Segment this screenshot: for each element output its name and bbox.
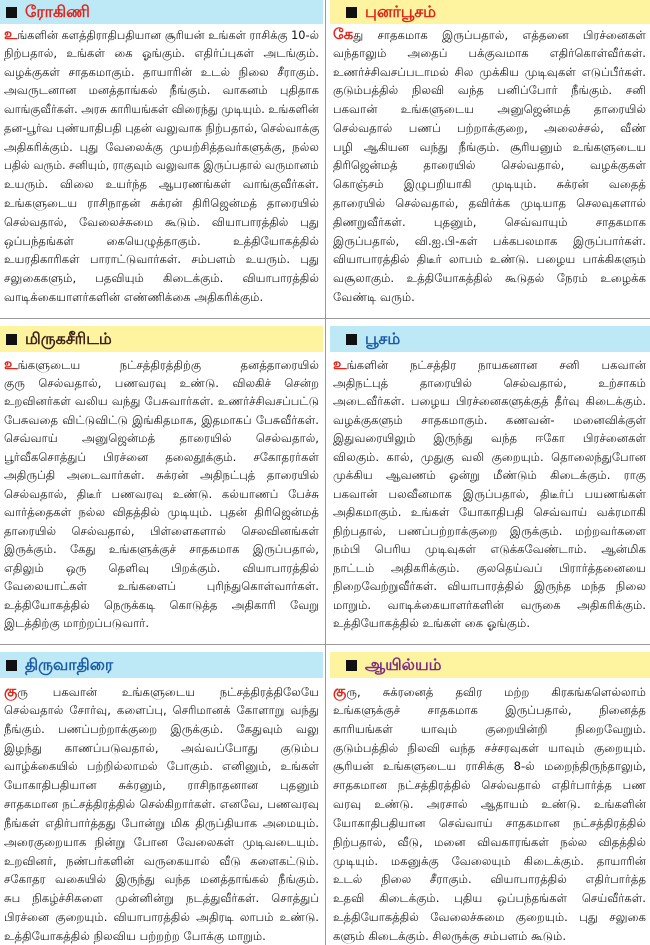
body-line — [4, 449, 319, 466]
body-line-text: யோகாதிபதியான செவ்வாய் சாதகமான நட்சத்திரத்தில் — [333, 815, 646, 830]
body-line-text: நிற்பதால், வீடு, மனை விவகாரங்கள் நல்ல விதத்தில் — [333, 834, 646, 849]
square-bullet-icon — [346, 334, 357, 345]
body-line-text: உங்களுக்குச் சாதகமாக இருப்பதால், நினைத்த — [333, 702, 646, 717]
body-line-text: உணர்ச்சிவசப்படாமல் சில முக்கிய முடிவுகள் எடுப்பீர்கள். — [333, 64, 646, 79]
section-body — [328, 356, 650, 632]
section-header — [330, 326, 650, 352]
body-line-text: அவருடனான மனத்தாங்கல் நீங்கும். வாகனம் புதிதாக — [4, 83, 319, 98]
body-line-text: முக்கிய ஆவணம் ஒன்று மீண்டும் கிடைக்கும். ராகு — [333, 468, 646, 482]
body-line — [333, 270, 646, 287]
section-title: திருவாதிரை — [25, 655, 114, 674]
body-line — [333, 853, 646, 870]
body-line-text: நீங்கும். பணப்பற்றாக்குறை இருக்கும். கேதுவும் வலு — [4, 721, 319, 736]
body-line-text: அதிகரிக்கும். புது வேலைக்கு முயற்சித்தவர்களுக்கு, நல்ல — [4, 139, 319, 154]
body-line — [333, 176, 646, 193]
body-line — [4, 777, 319, 794]
body-line-text: நிற்பதால், பணப்பற்றாக்குறை இருக்கும். மற்றவர்களை — [333, 523, 646, 538]
body-line-text: சுப நிகழ்ச்சிகளை முன்னின்று நடத்துவீர்கள். சொத்துப் — [4, 891, 319, 906]
square-bullet-icon — [6, 7, 17, 18]
body-line-text: இருப்பதால், வி.ஐ.பி-கள் பக்கபலமாக இருப்பார்கள். — [333, 233, 646, 248]
body-line — [4, 834, 319, 851]
body-line-text: செல்வதால், திடீர் பணவரவு உண்டு. கல்யாணப் பேச்சு — [4, 486, 319, 501]
lead-letter: கே — [333, 25, 354, 43]
body-line — [333, 195, 646, 212]
square-bullet-icon — [6, 334, 17, 345]
body-line — [333, 251, 646, 268]
horoscope-section-rohini — [0, 0, 323, 316]
body-line — [333, 504, 646, 521]
body-line-text: சூரியன் உங்களுடைய ராசிக்கு 8-ல் மறைந்திருந்தாலும், — [333, 759, 646, 774]
body-line — [333, 82, 646, 99]
body-line — [333, 26, 646, 43]
body-line — [4, 251, 319, 268]
body-line — [333, 64, 646, 81]
body-line — [333, 871, 646, 888]
body-line-text: தன-பூர்வ புண்யாதிபதி புதன் வலுவாக நிற்பதால், செல்வாக்கு — [4, 120, 320, 135]
body-line — [4, 233, 319, 250]
body-line-text: குடும்பத்தில் நிலவி வந்த பனிப்போர் நீங்கும். சனி — [333, 83, 646, 98]
horoscope-section-punarpusam — [328, 0, 650, 316]
body-line — [333, 740, 646, 757]
body-line — [333, 578, 646, 595]
section-title: மிருகசீரிடம் — [25, 329, 112, 348]
body-line — [4, 758, 319, 775]
body-line — [4, 871, 319, 888]
body-line-text: ஒப்பந்தங்கள் கையெழுத்தாகும். உத்தியோகத்தில் — [4, 233, 319, 248]
body-line-text: பிரச்னை குறையும். வியாபாரத்தில் அதிரடி லாபம் உண்டு. — [4, 910, 319, 925]
body-line-text: மாறும். வாடிக்கையாளர்களின் வருகை அதிகரிக்கும். — [333, 597, 646, 612]
body-line — [4, 721, 319, 738]
body-line-text: சகோதர வகையில் இருந்து வந்த மனத்தாங்கல் நீங்கும். — [4, 872, 319, 887]
body-line-text: வியாபாரத்தில் திடீர் லாபம் உண்டு. பழைய பாக்கிகளும் — [333, 252, 646, 267]
section-title: பூசம் — [365, 329, 401, 348]
body-line — [4, 597, 319, 614]
body-line — [333, 541, 646, 558]
body-line — [4, 890, 319, 907]
body-line — [333, 45, 646, 62]
body-line-text: நீங்கள் எதிர்பார்த்தது போன்று மிக திருப்தியாக அமையும். — [4, 815, 319, 830]
body-line-text: கொஞ்சம் இழுபறியாகி முடியும். சுக்ரன் வதைத் — [333, 177, 646, 192]
body-line — [333, 289, 646, 306]
body-line — [4, 375, 319, 392]
body-line — [4, 853, 319, 870]
body-line — [333, 597, 646, 614]
body-line-text: வரவு உண்டு. அரசால் ஆதாயம் உண்டு. உங்களின் — [333, 797, 646, 812]
body-line-text: இதுவரையிலும் இருந்து வந்த ஈகோ பிரச்னைகள் — [333, 431, 646, 445]
body-line — [333, 430, 646, 447]
body-line-text: குரு செல்வதால், பணவரவு உண்டு. விலகிச் சென்ற — [4, 375, 319, 390]
body-line — [333, 928, 646, 945]
body-line-text: ங்களின் நட்சத்திர நாயகனான சனி பகவான் — [346, 358, 646, 372]
section-body — [328, 683, 650, 945]
lead-letter: உ — [4, 25, 18, 43]
body-line-text: முடியும். மகனுக்கு வேலையும் கிடைக்கும். தாயாரின் — [333, 853, 646, 868]
body-line-text: இடத்திற்கு மாற்றப்படுவார். — [4, 616, 150, 630]
section-header — [0, 0, 323, 24]
body-line-text: நிற்பதால், உங்கள் கை ஓங்கும். எதிர்ப்புகள் அடங்கும். — [4, 45, 319, 60]
body-line-text: வழக்குகளும் சாதகமாகும். கணவன்- மனைவிக்குள் — [333, 412, 646, 427]
body-line-text: வழக்குகள் சாதகமாகும். தாயாரின் உடல் நிலை சீராகும். — [4, 64, 319, 79]
body-line — [4, 740, 319, 757]
body-line — [4, 815, 319, 832]
body-line — [4, 523, 319, 540]
body-line — [4, 393, 319, 410]
body-line — [4, 683, 319, 700]
body-line-text: திணறுவீர்கள். புதனும், செவ்வாயும் சாதகமாக — [333, 214, 646, 229]
row-divider — [0, 318, 650, 319]
body-line-text: வேண்டி வரும். — [333, 289, 415, 304]
body-line-text: உத்தியோகத்தில் நிலவிய பற்றற்ற போக்கு மாறும். — [4, 928, 266, 943]
body-line — [333, 375, 646, 392]
body-line-text: காரியங்கள் யாவும் குறையின்றி நிறைவேறும். — [333, 721, 646, 736]
section-title: ஆயில்யம் — [365, 655, 442, 674]
body-line-text: எதிலும் ஒரு தெளிவு பிறக்கும். வியாபாரத்தில் — [4, 560, 319, 575]
body-line — [333, 890, 646, 907]
body-line-text: வாங்குவீர்கள். அரசு காரியங்கள் விரைந்து முடியும். உங்களின் — [4, 102, 319, 117]
body-line-text: இருக்கும். கேது உங்களுக்குச் சாதகமாக இருப்பதால், — [4, 542, 319, 556]
body-line-text: பழி ஆகியன வந்து நீங்கும். சூரியனும் உங்களுடைய — [333, 139, 646, 154]
body-line — [333, 157, 646, 174]
section-title: புனர்பூசம் — [365, 2, 437, 21]
body-line — [4, 356, 319, 373]
body-line-text: குடும்பத்தில் நிலவி வந்த சச்சரவுகள் யாவும் குறையும். — [333, 740, 646, 755]
section-body — [0, 26, 323, 306]
body-line — [4, 615, 319, 632]
body-line-text: அதிநட்புத் தாரையில் செல்வதால், உற்சாகம் — [333, 375, 646, 390]
body-line — [333, 721, 646, 738]
horoscope-section-ayilyam — [328, 646, 650, 945]
body-line-text: ங்களுடைய நட்சத்திரத்திற்கு தனத்தாரையில் — [17, 358, 319, 372]
body-line — [4, 139, 319, 156]
body-line — [333, 120, 646, 137]
body-line — [4, 928, 319, 945]
section-header — [330, 0, 650, 24]
body-line — [333, 449, 646, 466]
body-line-text: உத்தியோகத்தில் நெருக்கடி கொடுத்த அதிகாரி வேறு — [4, 597, 319, 612]
body-line-text: ரு பகவான் உங்களுடைய நட்சத்திரத்திலேயே — [17, 685, 319, 699]
body-line-text: அரைகுறையாக நின்று போன வேலைகள் முடிவடையும். — [4, 834, 319, 849]
body-line — [4, 541, 319, 558]
body-line — [4, 289, 319, 306]
body-line-text: நிறைவேற்றுவீர்கள். வியாபாரத்தில் இருந்த மந்த நிலை — [333, 579, 646, 593]
body-line-text: வசூலாகும். உத்தியோகத்தில் கூடுதல் நேரம் உழைக்க — [333, 271, 646, 286]
body-line-text: சாதகமான நட்சத்திரத்தில் செல்வதால் எதிர்பார்த்த பண — [333, 778, 646, 793]
body-line-text: களும் கிடைக்கும். சிலருக்கு சம்பளம் கூடும். — [333, 928, 567, 943]
body-line-text: நம்பி பெரிய முடிவுகள் எடுக்கவேண்டாம். ஆன்மிக — [333, 542, 646, 556]
body-line — [333, 560, 646, 577]
body-line — [4, 796, 319, 813]
body-line — [333, 796, 646, 813]
body-line-text: செல்வதால், வேலைச்சுமை கூடும். வியாபாரத்தில் புது — [4, 214, 319, 229]
body-line — [4, 412, 319, 429]
body-line-text: செல்வதால் பணப் பற்றாக்குறை, அலைச்சல், வீண் — [333, 120, 646, 135]
body-line — [333, 233, 646, 250]
body-line-text: அதிகமாகும். உங்கள் யோகாதிபதி செவ்வாய் வக்ரமாகி — [333, 505, 646, 519]
body-line-text: உதவி கிடைக்கும். புதிய ஒப்பந்தங்கள் செய்வீர்கள். — [333, 891, 646, 906]
body-line-text: அடைவீர்கள். பழைய பிரச்னைகளுக்குத் தீர்வு கிடைக்கும். — [333, 394, 646, 408]
body-line-text: அதிருப்தி அடைவார்கள். சுக்ரன் அதிநட்புத் தாரையில் — [4, 468, 319, 482]
body-line-text: வேலையாட்கள் உங்களைப் புரிந்துகொள்வார்கள். — [4, 579, 319, 593]
body-line — [333, 815, 646, 832]
body-line-text: உறவினர், நண்பர்களின் வருகையால் வீடு களைகட்டும். — [4, 853, 319, 868]
body-line — [333, 101, 646, 118]
body-line-text: நாட்டம் அதிகரிக்கும். குலதெய்வப் பிரார்த்தனையை — [333, 560, 646, 575]
body-line-text: இழந்து காணப்படுவதால், அவ்வப்போது குடும்ப — [4, 740, 319, 755]
section-header — [0, 326, 323, 352]
body-line — [4, 702, 319, 719]
body-line — [333, 393, 646, 410]
body-line-text: பூர்வீகசொத்துப் பிரச்னை தலைதூக்கும். சகோதரர்கள் — [4, 449, 319, 464]
body-line-text: செவ்வாய் அனுஜென்மத் தாரையில் செல்வதால், — [4, 431, 319, 445]
square-bullet-icon — [346, 660, 357, 671]
body-line — [333, 909, 646, 926]
section-header — [0, 652, 323, 678]
body-line — [4, 82, 319, 99]
body-line-text: பேசுவதை விட்டுவிட்டு இங்கிதமாக, இதமாகப் பேசுவீர்கள். — [4, 412, 319, 427]
body-line — [4, 560, 319, 577]
body-line — [333, 702, 646, 719]
body-line — [4, 430, 319, 447]
body-line — [4, 64, 319, 81]
body-line — [4, 270, 319, 287]
body-line-text: உங்களுடைய ராசிநாதன் சுக்ரன் திரிஜென்மத் தாரையில் — [4, 196, 319, 211]
body-line — [4, 578, 319, 595]
body-line-text: செல்வதால் சோர்வு, களைப்பு, செரிமானக் கோளாறு வந்து — [4, 702, 319, 717]
body-line — [333, 412, 646, 429]
body-line-text: பகவான் உங்களுடைய அனுஜென்மத் தாரையில் — [333, 102, 646, 117]
lead-letter: உ — [4, 355, 18, 373]
lead-letter: கு — [4, 682, 18, 700]
body-line — [4, 26, 319, 43]
body-line-text: உத்தியோகத்தில் வேலைச்சுமை குறையும். புது சலுகை — [333, 910, 646, 925]
body-line-text: உத்தியோகத்தில் உங்கள் கை ஓங்கும். — [333, 616, 531, 630]
body-line — [4, 486, 319, 503]
body-line — [333, 777, 646, 794]
section-body — [0, 356, 323, 632]
body-line-text: சலுகைகளும், பதவியும் கிடைக்கும். வியாபாரத்தில் — [4, 271, 319, 286]
body-line-text: உயரும். விலை உயர்ந்த ஆபரணங்கள் வாங்குவீர்கள். — [4, 177, 319, 192]
body-line-text: பதில் வரும். சனியும், ராகுவும் வலுவாக இருப்பதால் வருமானம் — [4, 158, 319, 173]
column-divider — [325, 0, 326, 945]
square-bullet-icon — [346, 7, 357, 18]
body-line — [4, 120, 319, 137]
lead-letter: உ — [333, 355, 347, 373]
section-body — [328, 26, 650, 306]
body-line — [333, 523, 646, 540]
body-line — [333, 139, 646, 156]
row-divider — [0, 644, 650, 645]
square-bullet-icon — [6, 660, 17, 671]
body-line-text: உறவினர்கள் வலிய வந்து பேசுவார்கள். உணர்ச்சிவசப்பட்டு — [4, 394, 319, 408]
body-line-text: ரு, சுக்ரனைத் தவிர மற்ற கிரகங்களெல்லாம் — [346, 685, 646, 699]
lead-letter: கு — [333, 682, 347, 700]
body-line — [4, 909, 319, 926]
body-line — [333, 615, 646, 632]
body-line-text: வாடிக்கையாளர்களின் எண்ணிக்கை அதிகரிக்கும். — [4, 289, 264, 304]
body-line — [333, 683, 646, 700]
body-line — [4, 504, 319, 521]
section-body — [0, 683, 323, 945]
horoscope-section-pusam — [328, 320, 650, 642]
body-line — [333, 356, 646, 373]
body-line-text: பகவான் பலவீனமாக இருப்பதால், திடீர்ப் பயணங்கள் — [333, 486, 646, 501]
body-line — [333, 834, 646, 851]
body-line — [4, 467, 319, 484]
body-line-text: யோகாதிபதியான சுக்ரனும், ராசிநாதனான புதனும் — [4, 778, 319, 793]
body-line-text: உயரதிகாரிகள் பாராட்டுவார்கள். சம்பளம் உயரும். புது — [4, 252, 319, 267]
body-line-text: வந்தாலும் அதைப் பக்குவமாக எதிர்கொள்வீர்கள். — [333, 45, 646, 60]
section-title: ரோகிணி — [25, 2, 90, 21]
body-line-text: விலகும். கால், முதுகு வலி குறையும். தொலைந்துபோன — [333, 449, 646, 464]
body-line — [333, 467, 646, 484]
body-line — [333, 486, 646, 503]
body-line — [4, 195, 319, 212]
body-line — [4, 45, 319, 62]
body-line-text: உடல் நிலை சீராகும். வியாபாரத்தில் எதிர்பார்த்த — [333, 872, 646, 887]
body-line-text: தாரையில் செல்வதால், பிள்ளைகளால் செலவினங்கள் — [4, 523, 319, 538]
body-line-text: வார்த்தைகள் நல்ல விதத்தில் முடியும். புதன் திரிஜென்மத் — [4, 505, 319, 519]
body-line — [333, 214, 646, 231]
horoscope-section-thiruvathirai — [0, 646, 323, 945]
section-header — [330, 652, 650, 678]
body-line-text: ங்களின் களத்திராதிபதியான சூரியன் உங்கள் ராசிக்கு 10-ல் — [17, 28, 320, 42]
body-line-text: திரிஜென்மத் தாரையில் செல்வதால், வழக்குகள் — [333, 158, 646, 173]
horoscope-section-mirugasiridam — [0, 320, 323, 642]
body-line — [333, 758, 646, 775]
body-line — [4, 101, 319, 118]
body-line-text: சாதகமான நட்சத்திரத்தில் செல்கிறார்கள். எனவே, பணவரவு — [4, 797, 319, 812]
body-line-text: வாழ்க்கையில் பற்றில்லாமல் போகும். எனினும், உங்கள் — [4, 759, 319, 774]
body-line-text: து சாதகமாக இருப்பதால், எத்தனை பிரச்னைகள் — [353, 28, 646, 42]
body-line — [4, 176, 319, 193]
body-line-text: தாரையில் செல்வதால், தவிர்க்க முடியாத செலவுகளால் — [333, 196, 646, 211]
body-line — [4, 214, 319, 231]
body-line — [4, 157, 319, 174]
